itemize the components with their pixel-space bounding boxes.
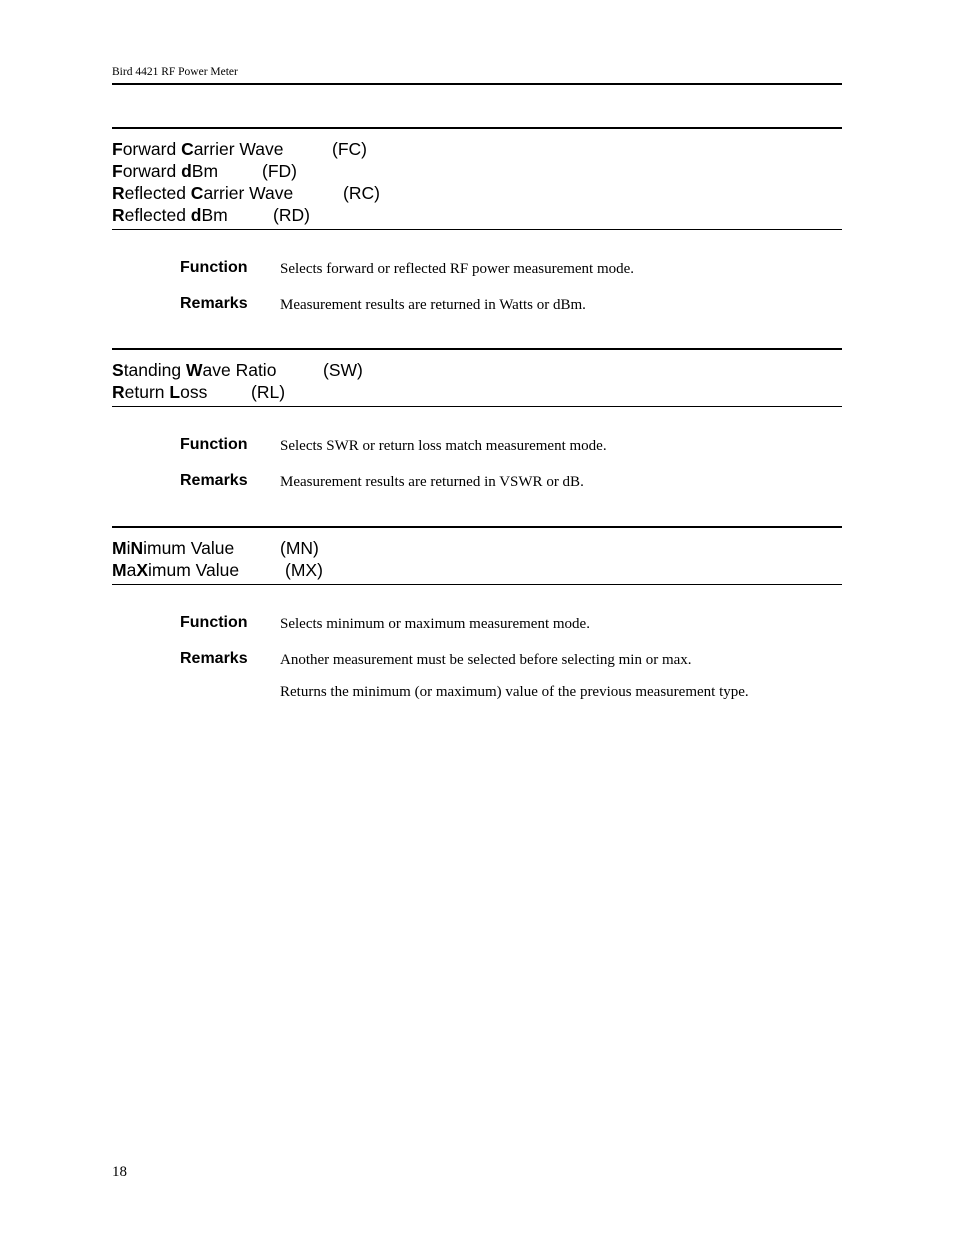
running-header: Bird 4421 RF Power Meter	[112, 66, 238, 78]
function-entry	[112, 259, 842, 295]
function-label: Function	[180, 614, 248, 631]
remarks-extra	[112, 684, 842, 714]
command-name: Standing Wave Ratio	[112, 360, 277, 380]
command-name: Forward Carrier Wave	[112, 139, 284, 159]
command-code: (FC)	[332, 139, 367, 159]
command-name: MaXimum Value	[112, 560, 240, 580]
command-name: Reflected Carrier Wave	[112, 183, 294, 203]
command-name: MiNimum Value	[112, 538, 235, 558]
function-entry	[112, 614, 842, 650]
function-label: Function	[180, 436, 248, 453]
command-line	[112, 359, 842, 381]
command-line	[112, 160, 842, 182]
command-line	[112, 559, 842, 581]
remarks-text: Measurement results are returned in Watts or dBm.	[280, 297, 586, 313]
remarks-label: Remarks	[180, 472, 248, 489]
command-code: (RD)	[273, 205, 310, 225]
command-code: (FD)	[262, 161, 297, 181]
page-number: 18	[112, 1164, 127, 1180]
command-code: (RC)	[343, 183, 380, 203]
command-name: Reflected dBm	[112, 205, 228, 225]
command-code: (SW)	[323, 360, 363, 380]
remarks-entry	[112, 472, 842, 508]
function-text: Selects SWR or return loss match measurement mode.	[280, 438, 607, 454]
function-text: Selects forward or reflected RF power measurement mode.	[280, 261, 635, 277]
command-line	[112, 381, 842, 403]
function-label: Function	[180, 259, 248, 276]
command-block	[112, 348, 842, 407]
function-text: Selects minimum or maximum measurement mode.	[280, 616, 590, 632]
command-line	[112, 537, 842, 559]
remarks-entry	[112, 650, 842, 684]
command-line	[112, 138, 842, 160]
remarks-label: Remarks	[180, 295, 248, 312]
command-code: (RL)	[251, 382, 286, 402]
function-entry	[112, 436, 842, 472]
command-code: (MN)	[280, 538, 319, 558]
header-rule	[112, 83, 842, 85]
command-block	[112, 127, 842, 230]
section-min-max	[112, 526, 842, 714]
remarks-extra-text: Returns the minimum (or maximum) value of the previous measurement type.	[280, 684, 749, 700]
command-block	[112, 526, 842, 585]
remarks-text: Another measurement must be selected before selecting min or max.	[280, 652, 692, 668]
command-code: (MX)	[285, 560, 323, 580]
section-swr-return-loss	[112, 348, 842, 508]
command-name: Forward dBm	[112, 161, 219, 181]
remarks-text: Measurement results are returned in VSWR or dB.	[280, 474, 584, 490]
section-forward-reflected	[112, 127, 842, 331]
command-line	[112, 204, 842, 226]
command-name: Return Loss	[112, 382, 208, 402]
remarks-entry	[112, 295, 842, 331]
remarks-label: Remarks	[180, 650, 248, 667]
command-line	[112, 182, 842, 204]
